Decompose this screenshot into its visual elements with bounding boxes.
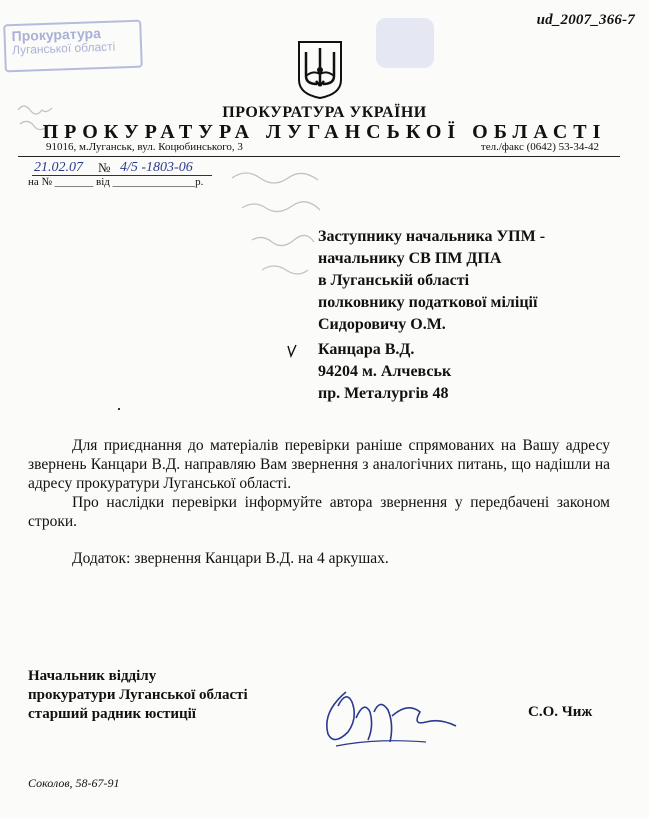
complainant-line: пр. Металургів 48: [318, 385, 449, 402]
attachment-note: Додаток: звернення Канцари В.Д. на 4 аркушах.: [72, 550, 389, 567]
registration-date: 21.02.07: [34, 160, 83, 175]
body-paragraph: Про наслідки перевірки інформуйте автора звернення у передбачені законом строки.: [28, 494, 610, 530]
registration-number: 4/5 -1803-06: [120, 160, 193, 175]
complainant-line: 94204 м. Алчевськ: [318, 363, 452, 380]
stamp-line-1: Прокуратура: [11, 25, 102, 45]
letter-body: [28, 436, 610, 568]
signatory-title-line: старший радник юстиції: [28, 706, 196, 722]
signatory-name: С.О. Чиж: [528, 704, 593, 720]
registration-number-label: №: [98, 160, 111, 175]
addressee-line: Заступнику начальника УПМ -: [318, 228, 546, 245]
trident-emblem-icon: [295, 40, 345, 100]
org-phone: тел./факс (0642) 53-34-42: [480, 141, 599, 153]
complainant-line: Канцара В.Д.: [318, 341, 415, 358]
header-divider: [18, 156, 620, 157]
addressee-block: [318, 226, 545, 336]
addressee-line: полковнику податкової міліції: [318, 294, 538, 311]
addressee-line: в Луганській області: [318, 272, 470, 289]
addressee-line: начальнику СВ ПМ ДПА: [318, 250, 502, 267]
signatory-title-line: Начальник відділу: [28, 668, 157, 684]
addressee-line: Сидоровичу О.М.: [318, 316, 446, 333]
signatory-title: [28, 667, 248, 724]
complainant-block: [318, 339, 451, 405]
signatory-title-line: прокуратури Луганської області: [28, 687, 248, 703]
handwritten-signature: [316, 682, 466, 754]
org-address: 91016, м.Луганськ, вул. Коцюбинського, 3: [46, 141, 243, 153]
document-reference-id: ud_2007_366-7: [536, 12, 635, 28]
stamp-line-2: Луганської області: [11, 39, 116, 58]
faded-stamp-mark: [376, 18, 434, 68]
reference-line: на № _______ від _______________р.: [28, 176, 204, 188]
org-name-primary: ПРОКУРАТУРА УКРАЇНИ: [222, 104, 427, 121]
org-name-regional: ПРОКУРАТУРА ЛУГАНСЬКОЇ ОБЛАСТІ: [42, 121, 607, 143]
check-mark-icon: [287, 344, 297, 358]
body-paragraph: Для приєднання до матеріалів перевірки раніше спрямованих на Вашу адресу звернень Канцари В.Д. направляю Вам звернення з аналогічних питань, що надішли на адресу прокуратури Луганської області.: [28, 437, 610, 492]
incoming-stamp: [3, 20, 143, 73]
ink-speck: [118, 408, 120, 410]
executor-contact: Соколов, 58-67-91: [28, 776, 120, 790]
